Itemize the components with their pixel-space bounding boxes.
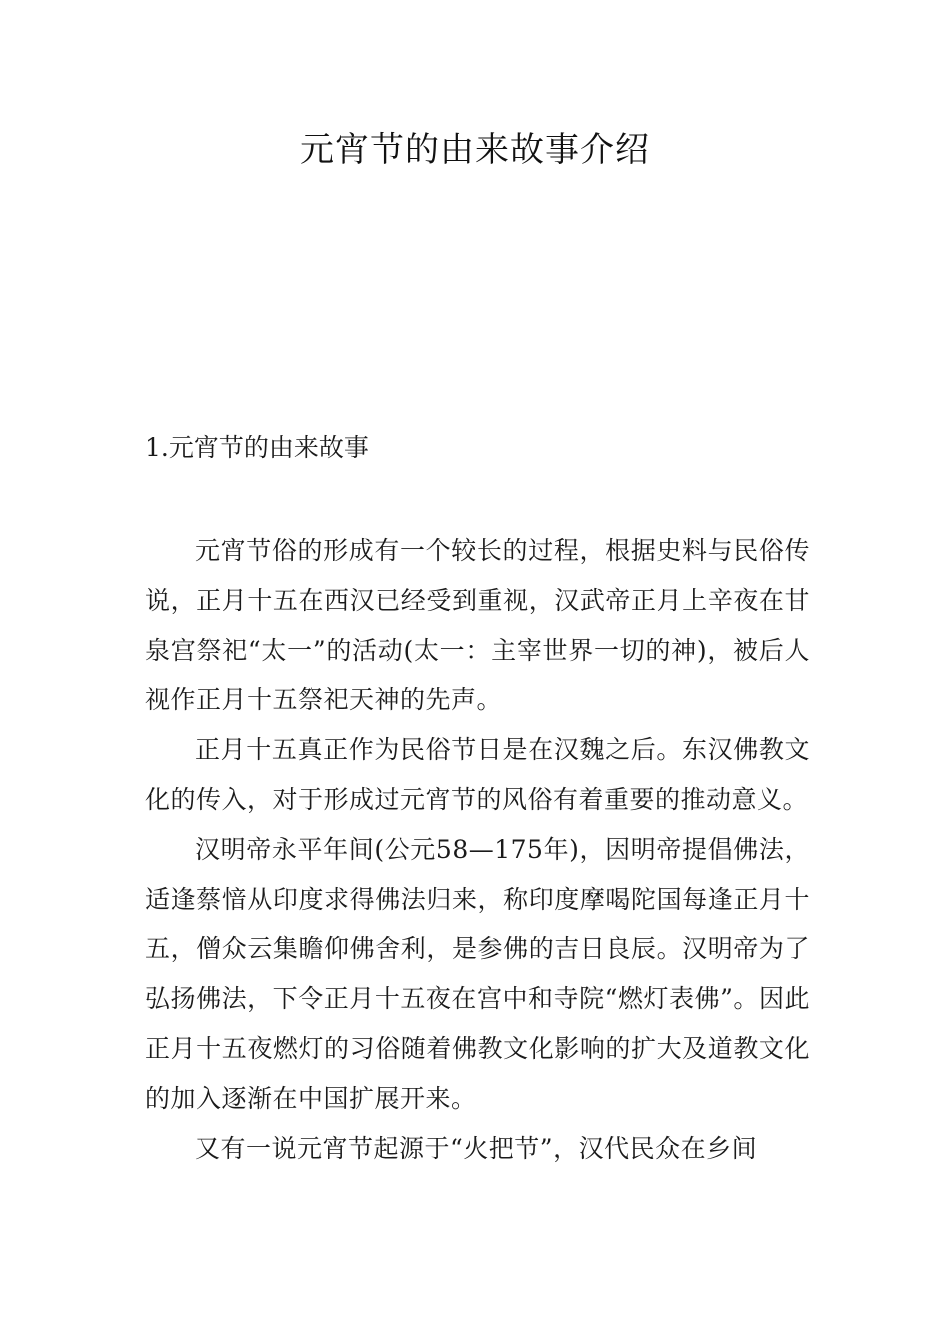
paragraph: 正月十五真正作为民俗节日是在汉魏之后。东汉佛教文化的传入，对于形成过元宵节的风俗有着重要的推动意义。 — [145, 735, 810, 814]
section-heading: 1.元宵节的由来故事 — [145, 433, 369, 462]
document-title: 元宵节的由来故事介绍 — [300, 130, 650, 170]
paragraph: 又有一说元宵节起源于“火把节”，汉代民众在乡间 — [195, 1133, 758, 1163]
paragraph: 元宵节俗的形成有一个较长的过程，根据史料与民俗传说，正月十五在西汉已经受到重视，汉武帝正月上辛夜在甘泉宫祭祀“太一”的活动(太一：主宰世界一切的神)，被后人视作正月十五祭祀天神的先声。 — [145, 536, 810, 715]
body-text — [145, 526, 810, 1173]
paragraph: 汉明帝永平年间(公元58—175年)，因明帝提倡佛法，适逢蔡愔从印度求得佛法归来，称印度摩喝陀国每逢正月十五，僧众云集瞻仰佛舍利，是参佛的吉日良辰。汉明帝为了弘扬佛法，下令正月十五夜在宫中和寺院“燃灯表佛”。因此正月十五夜燃灯的习俗随着佛教文化影响的扩大及道教文化的加入逐渐在中国扩展开来。 — [145, 834, 810, 1113]
